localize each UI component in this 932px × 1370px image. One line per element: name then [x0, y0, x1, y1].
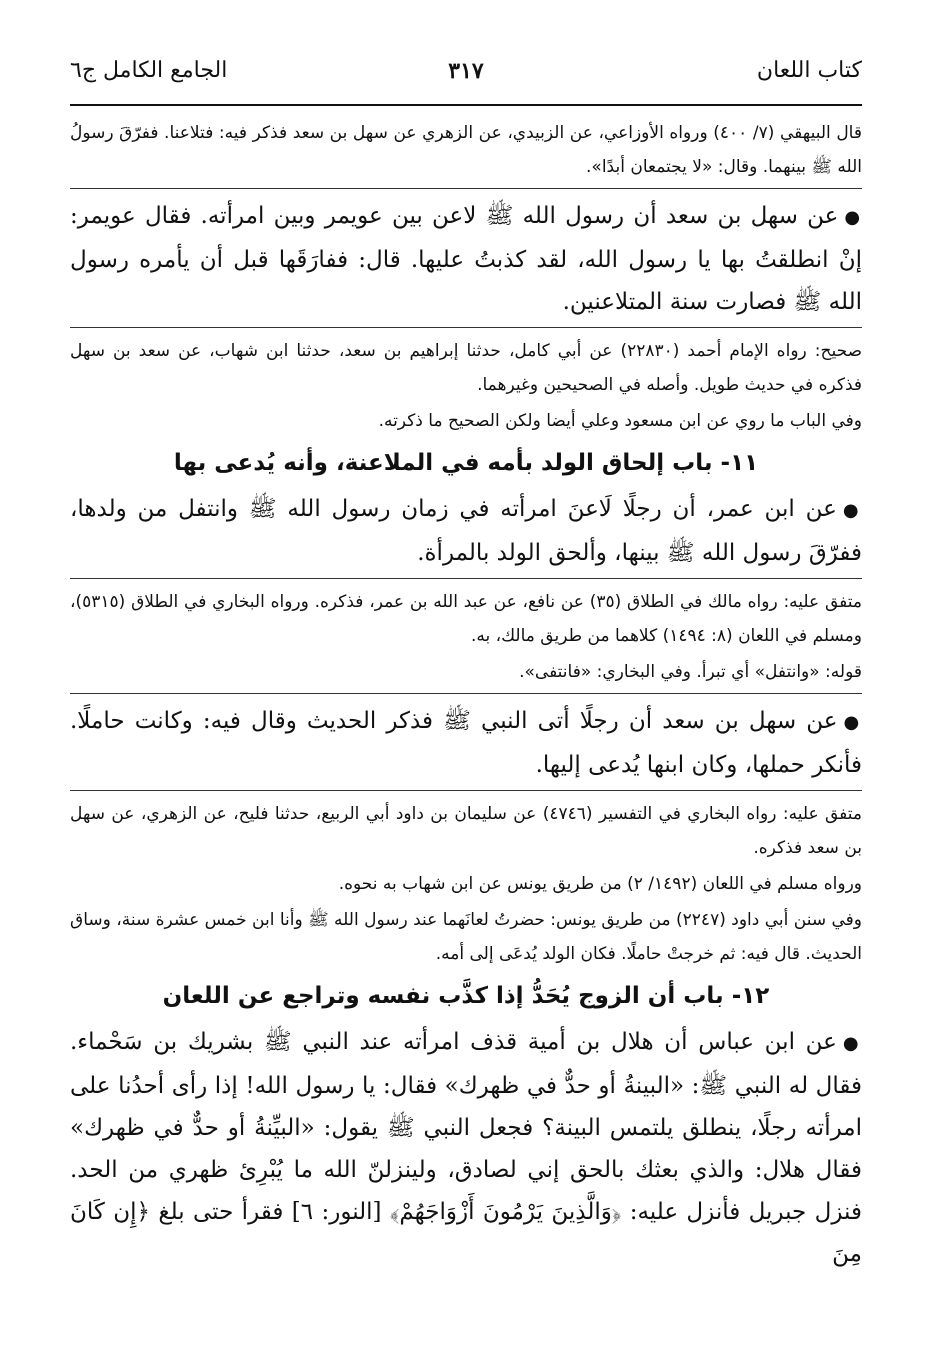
hadith-text: عن سهل بن سعد أن رجلًا أتى النبي ﷺ فذكر الحديث وقال فيه: وكانت حاملًا. فأنكر حملها، وكان ابنها يُدعى إليها.: [70, 708, 862, 778]
note-paragraph: قال البيهقي (٧/ ٤٠٠) ورواه الأوزاعي، عن الزبيدي، عن الزهري عن سهل بن سعد فذكر فيه: فتلاعنا. ففرّقَ رسولُ الله ﷺ بينهما. وقال: «لا يجتمعان أبدًا».: [70, 123, 862, 177]
bullet-icon: ●: [844, 207, 862, 228]
section-heading: ١٢- باب أن الزوج يُحَدُّ إذا كذَّب نفسه وتراجع عن اللعان: [162, 983, 770, 1009]
bullet-icon: ●: [842, 500, 862, 521]
book-title: الجامع الكامل ج٦: [70, 58, 228, 83]
bullet-icon: ●: [843, 712, 862, 733]
running-header: [70, 58, 862, 98]
section-heading: ١١- باب إلحاق الولد بأمه في الملاعنة، وأنه يُدعى بها: [173, 450, 759, 476]
note-paragraph: صحيح: رواه الإمام أحمد (٢٢٨٣٠) عن أبي كامل، حدثنا إبراهيم بن سعد، حدثنا ابن شهاب، عن سعد بن سهل فذكره في حديث طويل. وأصله في الصحيحين وغيرهما.: [70, 341, 863, 395]
separator: [70, 790, 862, 791]
note-paragraph: وفي سنن أبي داود (٢٢٤٧) من طريق يونس: حضرتُ لعانَهما عند رسول الله ﷺ وأنا ابن خمس عشرة سنة، وساق الحديث. قال فيه: ثم خرجتْ حاملًا. فكان الولد يُدعَى إلى أمه.: [70, 910, 862, 964]
page-number: ٣١٧: [448, 58, 484, 84]
hadith-text: عن سهل بن سعد أن رسول الله ﷺ لاعن بين عويمر وبين امرأته. فقال عويمر: إنْ انطلقتُ بها يا رسول الله، لقد كذبتُ عليها. قال: ففارَقَها قبل أن يأمره رسول الله ﷺ فصارت سنة المتلاعنين.: [70, 203, 862, 315]
hadith-text: عن ابن عمر، أن رجلًا لَاعنَ امرأته في زمان رسول الله ﷺ وانتفل من ولدها، ففرّقَ رسول الله ﷺ بينها، وألحق الولد بالمرأة.: [70, 496, 862, 566]
page-body: [70, 116, 862, 1279]
separator: [70, 578, 862, 579]
note-paragraph: ورواه مسلم في اللعان (١٤٩٢/ ٢) من طريق يونس عن ابن شهاب به نحوه.: [338, 874, 862, 894]
bullet-icon: ●: [842, 1033, 862, 1054]
note-paragraph: متفق عليه: رواه البخاري في التفسير (٤٧٤٦) عن سليمان بن داود أبي الربيع، حدثنا فليح، عن الزهري، عن سهل بن سعد فذكره.: [70, 804, 862, 858]
hadith-paragraph: [70, 700, 862, 786]
note-paragraph: متفق عليه: رواه مالك في الطلاق (٣٥) عن نافع، عن عبد الله بن عمر، فذكره. ورواه البخاري في الطلاق (٥٣١٥)، ومسلم في اللعان (٨: ١٤٩٤) كلاهما من طريق مالك، به.: [70, 592, 862, 646]
hadith-text: عن ابن عباس أن هلال بن أمية قذف امرأته عند النبي ﷺ بشريك بن سَحْماء. فقال له النبي ﷺ: «البينةُ أو حدٌّ في ظهرك» فقال: يا رسول الله! إذا رأى أحدُنا على امرأته رجلًا، ينطلق يلتمس البينة؟ فجعل النبي ﷺ يقول: «البيِّنةُ أو حدٌّ في ظهرك» فقال هلال: والذي بعثك بالحق إني لصادق، ولينزلنّ الله ما يُبْرِئ ظهري من الحد. فنزل جبريل فأنزل عليه: ﴿وَالَّذِينَ يَرْمُونَ أَزْوَاجَهُمْ﴾ [النور: ٦] فقرأ حتى بلغ ﴿إِن كَانَ مِنَ: [70, 1029, 862, 1267]
separator: [70, 188, 862, 189]
header-rule: [70, 104, 862, 106]
hadith-paragraph: [70, 195, 862, 323]
separator: [70, 327, 862, 328]
note-paragraph: وفي الباب ما روي عن ابن مسعود وعلي أيضا ولكن الصحيح ما ذكرته.: [378, 411, 862, 431]
hadith-paragraph: [70, 488, 862, 574]
chapter-title: كتاب اللعان: [756, 58, 862, 83]
separator: [70, 693, 862, 694]
hadith-paragraph: [70, 1021, 862, 1275]
note-paragraph: قوله: «وانتفل» أي تبرأ. وفي البخاري: «فانتفى».: [519, 662, 862, 682]
